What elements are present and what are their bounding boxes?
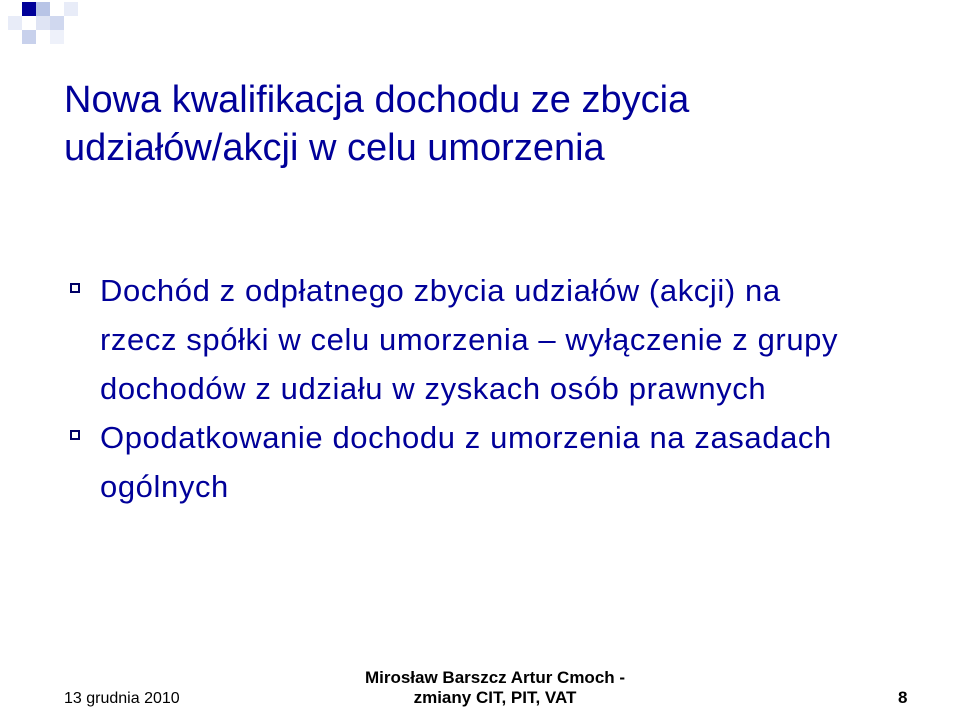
page-number: 8 [898, 688, 908, 707]
slide-title-line: udziałów/akcji w celu umorzenia [64, 127, 605, 169]
corner-square-icon [22, 30, 36, 44]
corner-square-icon [50, 30, 64, 44]
corner-square-icon [64, 2, 78, 16]
footer-date: 13 grudnia 2010 [64, 690, 180, 707]
corner-square-icon [8, 16, 22, 30]
bullet-text-line: dochodów z udziału w zyskach osób prawnych [100, 371, 767, 406]
corner-square-icon [36, 2, 50, 16]
footer-author-line: Mirosław Barszcz Artur Cmoch - [364, 668, 626, 687]
bullet-text-line: Dochód z odpłatnego zbycia udziałów (akcji) na [100, 273, 781, 308]
bullet-item [64, 266, 934, 413]
bullet-text-line: Opodatkowanie dochodu z umorzenia na zasadach [100, 420, 832, 455]
corner-square-icon [50, 16, 64, 30]
bullet-item [64, 413, 934, 511]
footer-author-line: zmiany CIT, PIT, VAT [413, 688, 577, 707]
footer-author [360, 668, 630, 708]
slide-title [64, 76, 924, 172]
bullet-text-line: rzecz spółki w celu umorzenia – wyłączenie z grupy [100, 322, 839, 357]
corner-square-icon [22, 2, 36, 16]
square-bullet-icon [70, 283, 80, 293]
bullet-list [64, 266, 934, 511]
corner-square-icon [36, 16, 50, 30]
square-bullet-icon [70, 430, 80, 440]
corner-decoration [0, 0, 90, 60]
bullet-text-line: ogólnych [100, 469, 229, 504]
slide-title-line: Nowa kwalifikacja dochodu ze zbycia [64, 79, 690, 121]
